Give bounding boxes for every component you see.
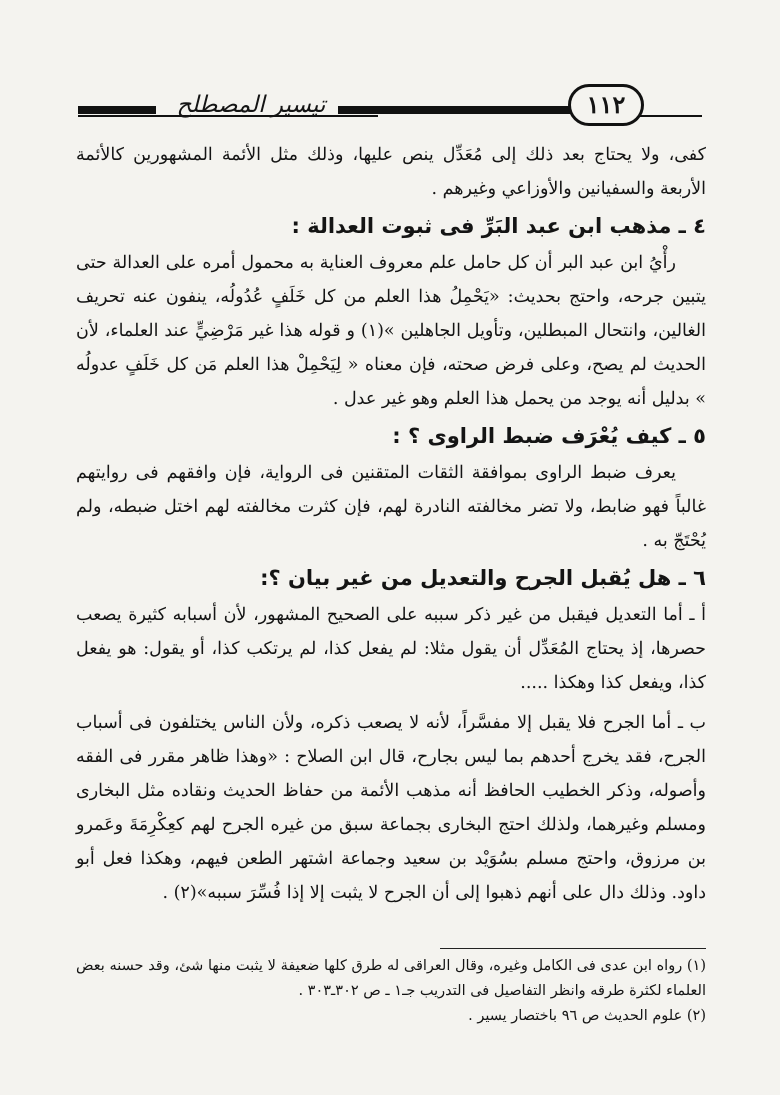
paragraph: أ ـ أما التعديل فيقبل من غير ذكر سببه على الصحيح المشهور، لأن أسبابه كثيرة يصعب حصرها، إذ يحتاج المُعَدِّل أن يقول مثلا: لم يفعل كذا، لم يرتكب كذا، أو يقول: هو يفعل كذا، ويفعل كذا وهكذا ..... bbox=[76, 605, 706, 693]
header-rule-thin bbox=[638, 115, 702, 117]
footnote: (١) رواه ابن عدى فى الكامل وغيره، وقال العراقى له طرق كلها ضعيفة لا يثبت منها شئ، وقد حسنه بعض العلماء لكثرة طرقه وانظر التفاصيل فى التدريب جـ١ ـ ص ٣٠٢ـ٣٠٣ . bbox=[76, 958, 706, 999]
section-heading: ٤ ـ مذهب ابن عبد البَرِّ فى ثبوت العدالة : bbox=[291, 214, 706, 238]
paragraph: رأْيُ ابن عبد البر أن كل حامل علم معروف العناية به محمول أمره على العدالة حتى يتبين جرحه، واحتج بحديث: «يَحْمِلُ هذا العلم من كل خَلَفٍ عُدُولُه، ينفون عنه تحريف الغالين، وانتحال المبطلين، وتأويل الجاهلين »(١) و قوله هذا غير مَرْضِيٍّ عند العلماء، لأن الحديث لم يصح، وعلى فرض صحته، فإن معناه « لِيَحْمِلْ هذا العلم مَن كل خَلَفٍ عدولُه » بدليل أنه يوجد من يحمل هذا العلم وهو غير عدل . bbox=[76, 253, 706, 409]
paragraph: يعرف ضبط الراوى بموافقة الثقات المتقنين فى الرواية، فإن وافقهم فى روايتهم غالباً فهو ضابط، ولا تضر مخالفته النادرة لهم، فإن كثرت مخالفته لهم اختل ضبطه، ولم يُحْتَجّ به . bbox=[76, 463, 706, 551]
paragraph: كفى، ولا يحتاج بعد ذلك إلى مُعَدِّل ينص عليها، وذلك مثل الأئمة المشهورين كالأئمة الأربعة والسفيانين والأوزاعي وغيرهم . bbox=[76, 145, 706, 199]
header-rule bbox=[78, 106, 156, 114]
paragraph: ب ـ أما الجرح فلا يقبل إلا مفسَّراً، لأنه لا يصعب ذكره، ولأن الناس يختلفون فى أسباب الجرح، فقد يخرج أحدهم بما ليس بجارح، قال ابن الصلاح : «وهذا ظاهر مقرر فى الفقه وأصوله، وذكر الخطيب الحافظ أنه مذهب الأئمة من حفاظ الحديث ونقاده مثل البخارى ومسلم وغيرهما، ولذلك احتج البخارى بجماعة سبق من غيره الجرح لهم كعِكْرِمَةَ وعَمرو بن مرزوق، واحتج مسلم بسُوَيْد بن سعيد وجماعة اشتهر الطعن فيهم، وهكذا فعل أبو داود. وذلك دال على أنهم ذهبوا إلى أن الجرح لا يثبت إلا إذا فُسِّرَ سببه»(٢) . bbox=[76, 713, 706, 903]
page-header bbox=[78, 84, 702, 128]
section-heading: ٦ ـ هل يُقبل الجرح والتعديل من غير بيان ؟: bbox=[260, 566, 706, 590]
section-heading: ٥ ـ كيف يُعْرَف ضبط الراوى ؟ : bbox=[392, 424, 706, 448]
footnote: (٢) علوم الحديث ص ٩٦ باختصار يسير . bbox=[468, 1008, 706, 1024]
page-body bbox=[76, 138, 706, 910]
running-title: تيسير المصطلح bbox=[176, 92, 326, 118]
footnote-divider bbox=[440, 948, 706, 949]
page-number: ١١٢ bbox=[568, 84, 644, 126]
footnotes bbox=[76, 954, 706, 1029]
